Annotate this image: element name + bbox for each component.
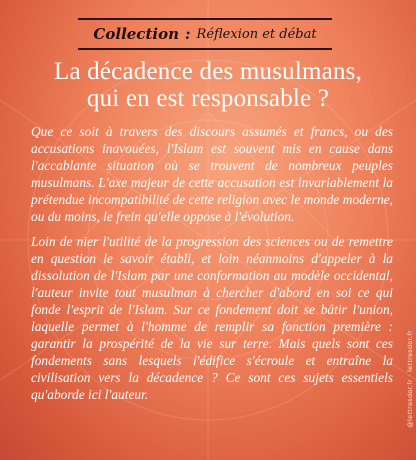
side-credit: @lettresdor.fr · lettresdor.fr	[406, 330, 414, 428]
collection-name: Réflexion et débat	[196, 26, 317, 42]
summary-paragraph-2: Loin de nier l'utilité de la progression des sciences ou de remettre en question le savoir établi, et loin néanmoins d'appeler à la dissolution de l'Islam par une conformation au modèle occidental, l'auteur invite tout musulman à chercher d'abord en soi ce qui fonde l'esprit de l'Islam. Sur ce fondement doit se bâtir l'union, laquelle permet à l'homme de remplir sa fonction première : garantir la prospérité de la vie sur terre. Mais quels sont ces fondements sans lesquels l'édifice s'écroule et entraîne la civilisation vers la décadence ? Ce sont ces sujets essentiels qu'aborde ici l'auteur.	[31, 234, 393, 402]
book-summary	[31, 123, 393, 411]
book-title-line-2: qui en est responsable ?	[86, 85, 330, 112]
summary-paragraph-1: Que ce soit à travers des discours assumés et francs, ou des accusations inavouées, l'Islam est souvent mis en cause dans l'accablante situation où se trouvent de nombreux peuples musulmans. L'axe majeur de cette accusation est invariablement la prétendue incompatibilité de cette religion avec le monde moderne, ou du moins, le frein qu'elle oppose à l'évolution.	[31, 124, 393, 224]
collection-banner	[78, 18, 332, 50]
book-title	[0, 58, 416, 112]
collection-separator: :	[184, 25, 191, 43]
collection-label: Collection	[93, 25, 179, 43]
book-title-line-1: La décadence des musulmans,	[53, 58, 363, 85]
